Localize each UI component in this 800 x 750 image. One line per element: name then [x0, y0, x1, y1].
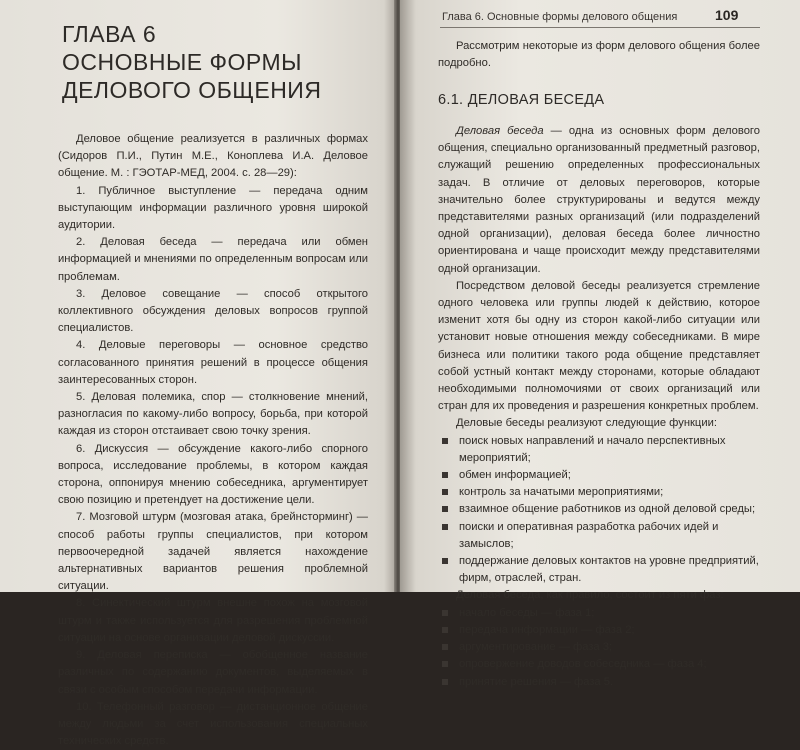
chapter-heading-line: ДЕЛОВОГО ОБЩЕНИЯ	[62, 77, 322, 103]
list-item-text: опровержение доводов собеседника — фаза 4;	[459, 658, 707, 671]
phases-list	[438, 605, 760, 691]
list-item	[438, 519, 760, 553]
left-page-body	[58, 131, 368, 750]
phases-intro: Деловая беседа, как правило, состоит из пяти фаз:	[456, 589, 724, 602]
list-item-text: взаимное общение работников из одной деловой среды;	[459, 503, 756, 516]
paragraph: 4. Деловые переговоры — основное средство согласованного принятия решений в процессе общения заинтересованных сторон.	[58, 339, 368, 386]
paragraph: 9. Деловая переписка — обобщенное название различных по содержанию документов, выделяемых в связи с особым способом передачи информации.	[58, 649, 368, 696]
list-item-text: обмен информацией;	[459, 469, 571, 482]
square-bullet-icon	[442, 610, 448, 616]
list-item-text: поддержание деловых контактов на уровне предприятий, фирм, отраслей, стран.	[459, 555, 759, 585]
paragraph: 7. Мозговой штурм (мозговая атака, брейнсторминг) — способ работы группы специалистов, при котором первоочередной задачей является нахождение альтернативных вариантов решения проблемной ситуации.	[58, 511, 368, 593]
page-number: 109	[715, 7, 739, 23]
square-bullet-icon	[442, 644, 448, 650]
definition-term: Деловая беседа	[456, 125, 544, 137]
list-item-text: начало беседы — фаза 1;	[459, 606, 595, 619]
list-item-text: аргументирование — фаза 3;	[459, 641, 613, 654]
chapter-heading-line: ОСНОВНЫЕ ФОРМЫ	[62, 49, 303, 75]
list-item	[438, 433, 760, 467]
paragraph: 5. Деловая полемика, спор — столкновение мнений, разногласия по какому-либо вопросу, борьба, при которой каждая из сторон отстаивает свою точку зрения.	[58, 391, 368, 438]
square-bullet-icon	[442, 524, 448, 530]
paragraph: 2. Деловая беседа — передача или обмен информацией и мнениями по определенным вопросам или проблемам.	[58, 236, 368, 283]
functions-intro: Деловые беседы реализуют следующие функции:	[456, 417, 717, 430]
square-bullet-icon	[442, 472, 448, 478]
paragraph: Деловое общение реализуется в различных формах (Сидоров П.И., Путин М.Е., Коноплева И.А. Деловое общение. М. : ГЭОТАР-МЕД, 2004. с. 28—29):	[58, 133, 368, 180]
functions-list	[438, 433, 760, 588]
right-page	[400, 0, 800, 688]
list-item	[438, 674, 760, 691]
list-item-text: поиск новых направлений и начало перспективных мероприятий;	[459, 434, 726, 464]
paragraph: 6. Дискуссия — обсуждение какого-либо спорного вопроса, исследование проблемы, в котором каждая сторона, оппонируя мнению собеседника, аргументирует свою позицию и претендует на достижение цели.	[58, 442, 368, 507]
list-item	[438, 501, 760, 518]
square-bullet-icon	[442, 627, 448, 633]
running-head: Глава 6. Основные формы делового общения	[442, 11, 678, 23]
list-item-text: передача информации — фаза 2;	[459, 623, 635, 636]
square-bullet-icon	[442, 661, 448, 667]
paragraph: 1. Публичное выступление — передача одним выступающим информации различного уровня широкой аудитории.	[58, 184, 368, 232]
list-item	[438, 639, 760, 656]
square-bullet-icon	[442, 438, 448, 444]
list-item	[438, 484, 760, 501]
square-bullet-icon	[442, 679, 448, 685]
list-item	[438, 656, 760, 673]
header-rule	[440, 27, 760, 28]
chapter-heading	[62, 20, 321, 104]
definition-paragraph	[438, 123, 760, 278]
list-item	[438, 467, 760, 484]
section-title: 6.1. ДЕЛОВАЯ БЕСЕДА	[438, 92, 605, 108]
list-item	[438, 605, 760, 622]
paragraph: 3. Деловое совещание — способ открытого коллективного обсуждения деловых вопросов группой специалистов.	[58, 287, 368, 335]
square-bullet-icon	[442, 558, 448, 564]
paragraph: 10. Телефонный разговор — дистанционное общение между людьми за счет использования специальных технических средств.	[58, 700, 368, 748]
paragraph: Посредством деловой беседы реализуется стремление одного человека или группы людей к действию, которое изменит хотя бы одну из сторон какой-либо ситуации или установит новые отношения между собеседниками. В мире бизнеса или политики такого рода общение представляет собой устный контакт между сторонами, которые обладают необходимыми полномочиями от своих организаций или стран для их проведения и разрешения конкретных проблем.	[438, 279, 760, 413]
chapter-heading-line: ГЛАВА 6	[62, 21, 157, 47]
list-item	[438, 553, 760, 587]
intro-block	[438, 38, 760, 72]
square-bullet-icon	[442, 489, 448, 495]
intro-paragraph: Рассмотрим некоторые из форм делового общения более подробно.	[438, 40, 760, 70]
right-page-body	[438, 123, 760, 691]
list-item-text: поиски и оперативная разработка рабочих идей и замыслов;	[459, 520, 719, 550]
list-item-text: контроль за начатыми мероприятиями;	[459, 486, 664, 499]
left-page	[0, 0, 396, 748]
definition-text: — одна из основных форм делового общения, специально организованный предметный разговор, служащий решению определенных профессиональных задач. В отличие от деловых переговоров, которые значительно более структурированы и ведутся между представителями разных организаций (или подразделений одной организации), деловая беседа более личностно ориентирована и чаще происходит между представителями одной организации.	[438, 125, 760, 275]
square-bullet-icon	[442, 506, 448, 512]
paragraph: 8. Синектический штурм внешне похож на мозговой штурм и также используется для разрешения проблемной ситуации на основе организации деловой дискуссии.	[58, 597, 368, 644]
list-item	[438, 622, 760, 639]
list-item-text: принятие решения — фаза 5.	[459, 675, 614, 688]
